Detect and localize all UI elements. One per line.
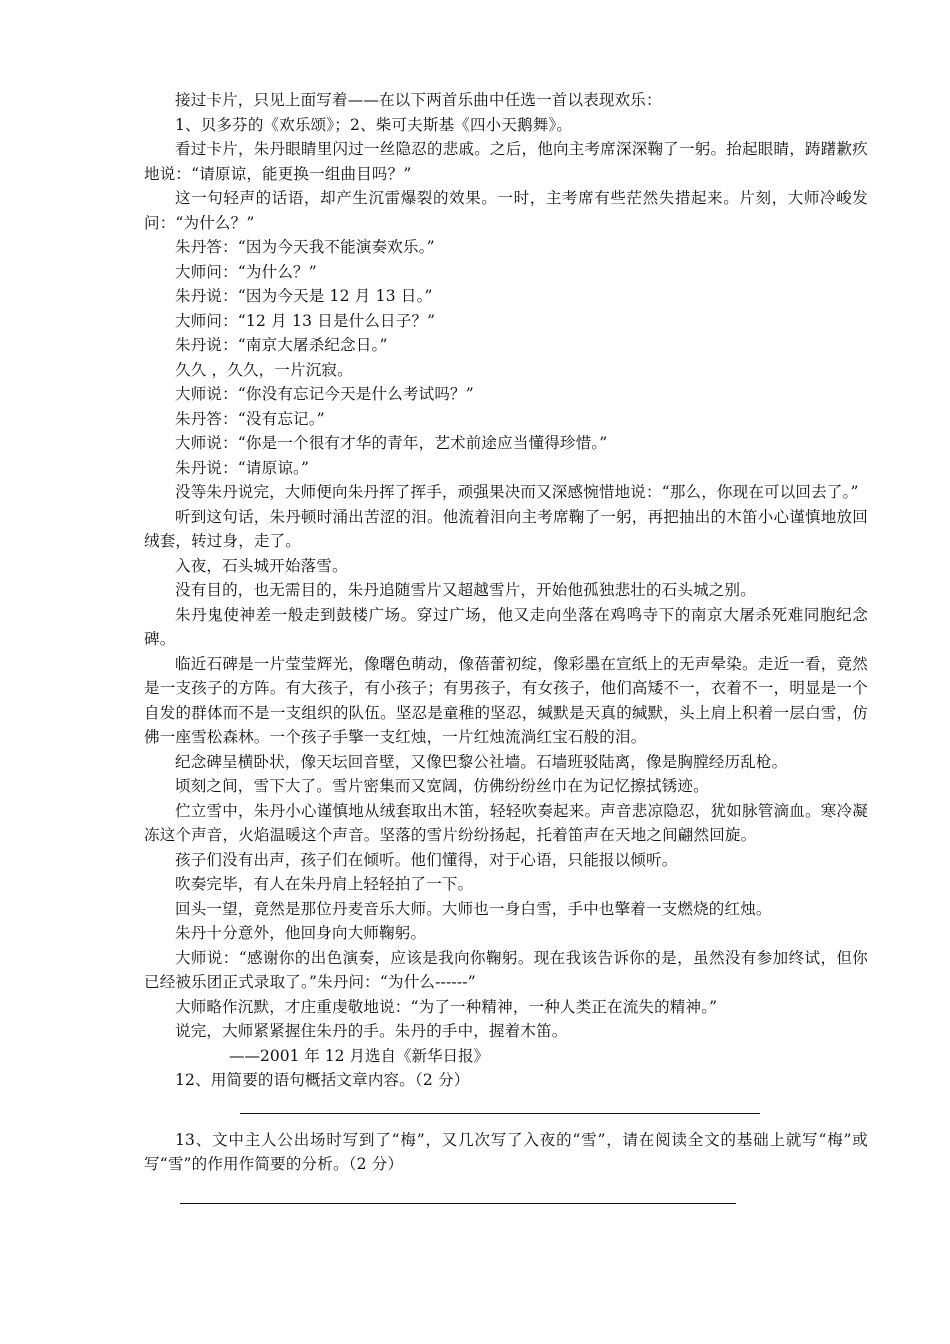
paragraph: 大师说：“感谢你的出色演奏，应该是我向你鞠躬。现在我该告诉你的是，虽然没有参加终试，但你已经被乐团正式录取了。”朱丹问：“为什么------” [144, 948, 868, 991]
paragraph: 说完，大师紧紧握住朱丹的手。朱丹的手中，握着木笛。 [175, 1022, 568, 1040]
paragraph: 久久 ，久久，一片沉寂。 [175, 360, 353, 379]
paragraph: 伫立雪中，朱丹小心谨慎地从绒套取出木笛，轻轻吹奏起来。声音悲凉隐忍，犹如脉管滴血。寒冷凝冻这个声音，火焰温暖这个声音。坚落的雪片纷纷扬起，托着笛声在天地之间翩然回旋。 [144, 801, 868, 844]
paragraph: 大师问：“为什么？” [175, 262, 317, 281]
paragraph: 朱丹答：“没有忘记。” [175, 409, 325, 428]
paragraph: 看过卡片，朱丹眼睛里闪过一丝隐忍的悲戚。之后，他向主考席深深鞠了一躬。抬起眼睛，踌躇歉疚地说：“请原谅，能更换一组曲目吗？” [144, 140, 868, 183]
paragraph: 朱丹答：“因为今天我不能演奏欢乐。” [175, 238, 435, 256]
paragraph: 大师说：“你是一个很有才华的青年，艺术前途应当懂得珍惜。” [175, 434, 608, 452]
paragraph: 没等朱丹说完，大师便向朱丹挥了挥手，顽强果决而又深感惋惜地说：“那么，你现在可以回去了。” [175, 483, 859, 501]
paragraph: 朱丹鬼使神差一般走到鼓楼广场。穿过广场，他又走向坐落在鸡鸣寺下的南京大屠杀死难同胞纪念碑。 [144, 605, 868, 648]
document-page [144, 88, 868, 1204]
paragraph: 朱丹十分意外，他回身向大师鞠躬。 [175, 924, 427, 942]
paragraph: 朱丹说：“请原谅。” [175, 458, 310, 477]
paragraph: 临近石碑是一片莹莹辉光，像曙色萌动，像蓓蕾初绽，像彩墨在宣纸上的无声晕染。走近一看，竟然是一支孩子的方阵。有大孩子，有小孩子；有男孩子，有女孩子，他们高矮不一，衣着不一，明显是一个自发的群体而不是一支组织的队伍。坚忍是童稚的坚忍，缄默是天真的缄默，头上肩上积着一层白雪，仿佛一座雪松森林。一个孩子手擎一支红烛，一片红烛流淌红宝石般的泪。 [144, 654, 868, 746]
answer-line[interactable] [240, 1113, 760, 1114]
question-12 [144, 1068, 868, 1114]
question-text: 12、用简要的语句概括文章内容。（2 分） [175, 1071, 470, 1089]
article-source: ——2001 年 12 月选自《新华日报》 [229, 1046, 489, 1065]
paragraph: 1、贝多芬的《欢乐颂》；2、柴可夫斯基《四小天鹅舞》。 [175, 115, 573, 134]
answer-line[interactable] [180, 1203, 736, 1204]
paragraph: 纪念碑呈横卧状，像天坛回音壁，又像巴黎公社墙。石墙班驳陆离，像是胸膛经历乱枪。 [175, 752, 788, 771]
paragraph: 入夜，石头城开始落雪。 [175, 556, 348, 575]
paragraph: 吹奏完毕，有人在朱丹肩上轻轻拍了一下。 [175, 875, 474, 893]
paragraph: 顷刻之间，雪下大了。雪片密集而又宽阔，仿佛纷纷丝巾在为记忆擦拭锈迹。 [175, 777, 709, 795]
paragraph: 大师问：“12 月 13 日是什么日子？” [175, 311, 436, 330]
paragraph: 接过卡片，只见上面写着——在以下两首乐曲中任选一首以表现欢乐： [175, 91, 662, 109]
article-body [144, 88, 868, 1068]
paragraph: 没有目的，也无需目的，朱丹追随雪片又超越雪片，开始他孤独悲壮的石头城之别。 [175, 581, 756, 599]
paragraph: 朱丹说：“因为今天是 12 月 13 日。” [175, 287, 433, 305]
question-13 [144, 1128, 868, 1204]
paragraph: 大师略作沉默，才庄重虔敬地说：“为了一种精神，一种人类正在流失的精神。” [175, 997, 718, 1016]
paragraph: 大师说：“你没有忘记今天是什么考试吗？” [175, 385, 474, 403]
paragraph: 朱丹说：“南京大屠杀纪念日。” [175, 336, 388, 354]
paragraph: 这一句轻声的话语，却产生沉雷爆裂的效果。一时，主考席有些茫然失措起来。片刻，大师冷峻发问：“为什么？” [144, 189, 868, 232]
paragraph: 孩子们没有出声，孩子们在倾听。他们懂得，对于心语，只能报以倾听。 [175, 850, 678, 869]
paragraph: 听到这句话，朱丹顿时涌出苦涩的泪。他流着泪向主考席鞠了一躬，再把抽出的木笛小心谨慎地放回绒套，转过身，走了。 [144, 507, 868, 550]
paragraph: 回头一望，竟然是那位丹麦音乐大师。大师也一身白雪，手中也擎着一支燃烧的红烛。 [175, 899, 772, 918]
question-text: 13、文中主人公出场时写到了“梅”，又几次写了入夜的“雪”，请在阅读全文的基础上就写“梅”或写“雪”的作用作简要的分析。（2 分） [144, 1130, 868, 1173]
